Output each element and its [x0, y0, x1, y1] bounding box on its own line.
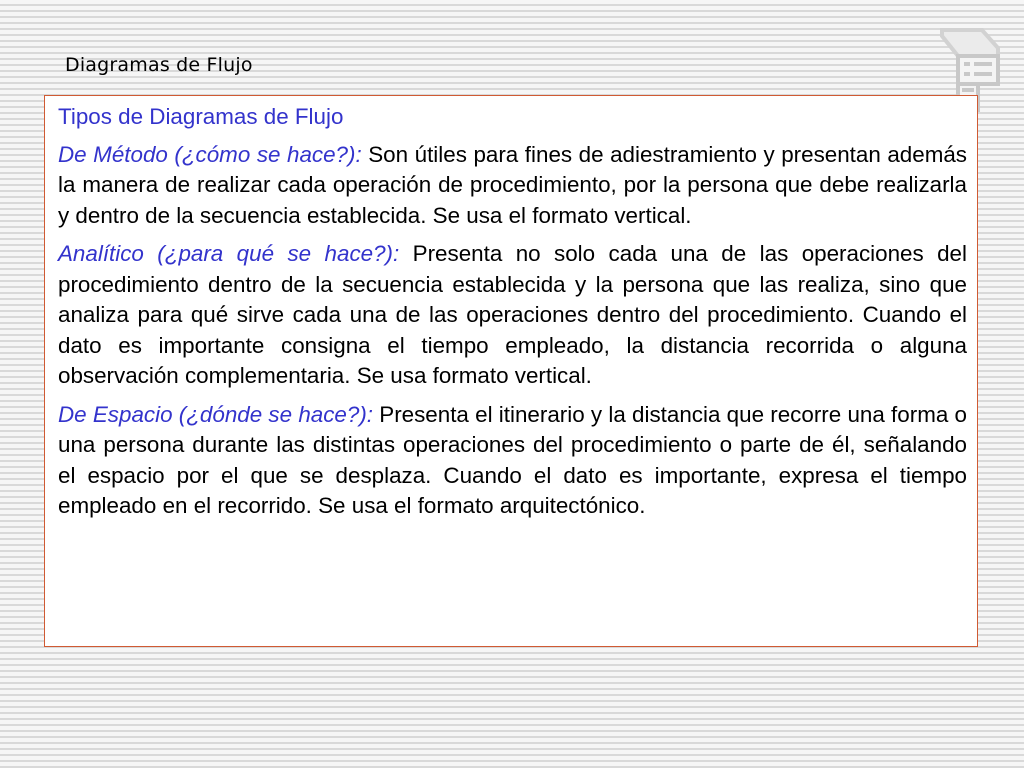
term-analitico: Analítico (¿para qué se hace?):: [58, 241, 400, 266]
term-espacio: De Espacio (¿dónde se hace?):: [58, 401, 374, 427]
body-metodo: Son útiles para fines de adiestramiento y presentan además la manera de realizar cada operación de procedimiento, por la persona que debe realizarla y dentro de la secuencia establecida. Se usa el formato vertical.: [58, 141, 968, 228]
slide-header: Diagramas de Flujo: [65, 54, 253, 76]
paragraph-analitico: [58, 239, 967, 392]
content-title: Tipos de Diagramas de Flujo: [58, 104, 344, 129]
content-box: [44, 95, 978, 647]
body-espacio: Presenta el itinerario y la distancia que recorre una forma o una persona durante las distintas operaciones del procedimiento o parte de él, señalando el espacio por el que se desplaza. Cuando el dato es importante, expresa el tiempo empleado en el recorrido. Se usa el formato arquitectónico.: [58, 401, 967, 518]
body-analitico: Presenta no solo cada una de las operaciones del procedimiento dentro de la secuencia establecida y la persona que las realiza, sino que analiza para qué sirve cada una de las operaciones dentro del procedimiento. Cuando el dato es importante consigna el tiempo empleado, la distancia recorrida o alguna observación complementaria. Se usa formato vertical.: [58, 241, 967, 388]
term-metodo: De Método (¿cómo se hace?):: [58, 141, 362, 167]
paragraph-metodo: [58, 140, 967, 232]
paragraph-espacio: [58, 400, 967, 522]
